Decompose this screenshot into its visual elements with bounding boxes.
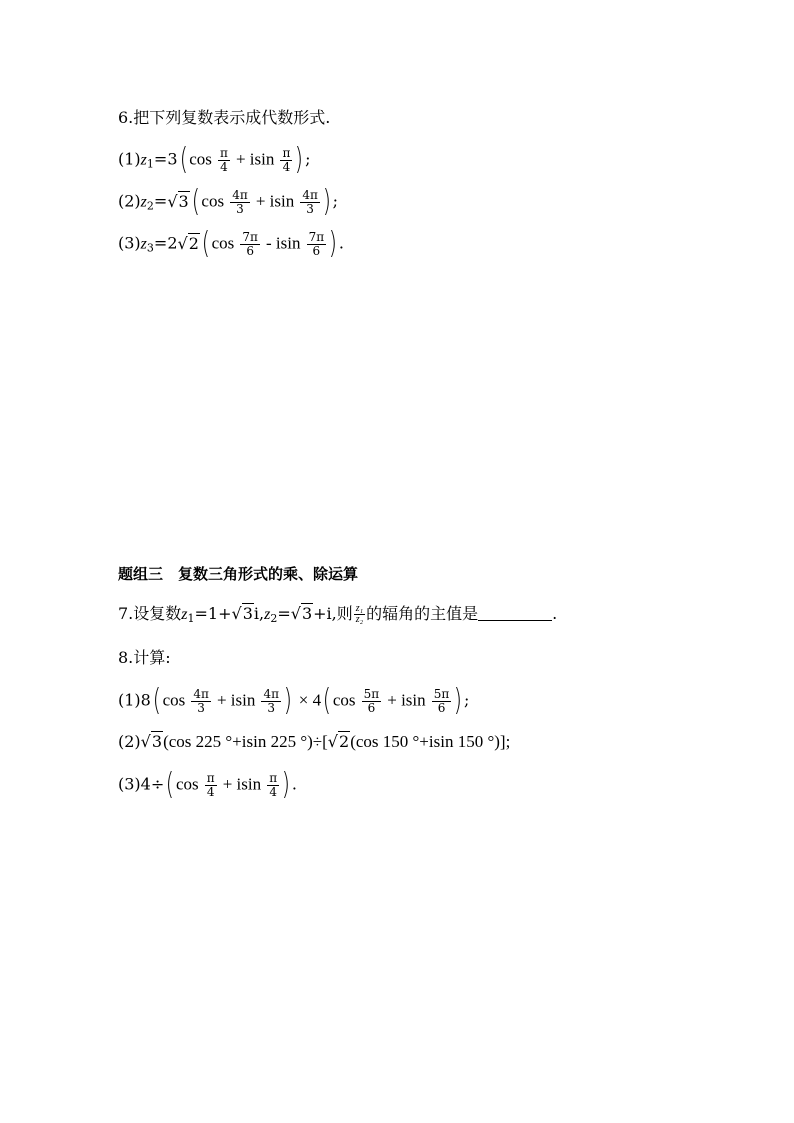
var: z (140, 235, 147, 253)
var: z (264, 606, 271, 623)
section-heading-text: 题组三 复数三角形式的乘、除运算 (118, 565, 359, 583)
radicand: 3 (178, 191, 189, 211)
q7-question: 的辐角的主值是 (366, 604, 479, 623)
radicand: 3 (151, 732, 163, 751)
imag-unit: i, (253, 604, 265, 623)
radicand: 2 (339, 732, 350, 751)
q8-line1 (118, 683, 470, 718)
right-paren: ) (454, 683, 463, 718)
q7-line (118, 604, 557, 629)
fraction (191, 688, 211, 715)
right-paren: ) (281, 767, 291, 802)
radicand: 3 (301, 604, 313, 623)
numerator: π (282, 145, 291, 160)
denominator: z₂ (355, 614, 364, 625)
end-punct: ; (305, 149, 311, 169)
radical-icon: √ (231, 604, 242, 623)
fraction (362, 688, 382, 715)
numerator: 5π (433, 686, 450, 701)
times-four: × 4 (298, 690, 322, 710)
fraction (240, 231, 260, 258)
q8-line2 (118, 732, 510, 752)
radical-icon: √ (290, 604, 301, 623)
fraction (218, 147, 230, 174)
equals: =2 (153, 233, 178, 253)
subscript: 1 (187, 612, 195, 625)
fraction (230, 189, 250, 216)
cos: cos (201, 191, 225, 211)
q6-line3 (118, 226, 344, 261)
equals: =1+ (194, 604, 232, 623)
var: z (181, 606, 188, 623)
label: (1)8 (118, 690, 151, 710)
radical-icon: √ (140, 732, 151, 751)
section-heading (118, 564, 358, 584)
q7-prefix: 7.设复数 (118, 604, 182, 623)
q6-title (118, 108, 330, 128)
plus-isin: + isin (235, 149, 275, 169)
left-paren: ( (191, 184, 200, 219)
fraction (300, 189, 320, 216)
subscript: 1 (146, 157, 154, 171)
left-paren: ( (201, 226, 210, 261)
subscript: 3 (146, 241, 154, 255)
cos: cos (332, 690, 356, 710)
radical-icon: √ (327, 732, 338, 751)
equals: =3 (153, 149, 178, 169)
q6-title-text: 6.把下列复数表示成代数形式. (118, 108, 331, 127)
fraction (267, 772, 279, 799)
label: (2) (118, 732, 141, 751)
end-punct: . (338, 233, 344, 253)
denominator: 4 (205, 785, 217, 799)
plus-isin: + isin (216, 690, 256, 710)
equals: = (153, 191, 168, 211)
label: (3)4÷ (118, 774, 165, 794)
answer-blank[interactable] (478, 606, 552, 621)
end-punct: . (291, 774, 297, 794)
left-paren: ( (322, 683, 332, 718)
sqrt (167, 192, 189, 212)
q8-line3 (118, 767, 297, 802)
expression-part: (cos 225 °+isin 225 °)÷[ (163, 732, 328, 751)
numerator: π (206, 770, 215, 785)
q7-tail: +i,则 (313, 604, 353, 623)
denominator: 4 (280, 160, 292, 174)
radicand: 3 (242, 604, 253, 623)
denominator: 3 (191, 701, 211, 715)
cos: cos (189, 149, 212, 169)
subscript: 2 (270, 612, 278, 625)
label: (2) (118, 191, 141, 211)
equals: = (277, 604, 291, 623)
numerator: π (219, 145, 228, 160)
sqrt (291, 604, 313, 624)
radicand: 2 (188, 233, 199, 253)
minus-isin: - isin (266, 233, 301, 253)
fraction (261, 688, 281, 715)
cos: cos (162, 690, 186, 710)
numerator: 4π (193, 686, 209, 701)
fraction (280, 147, 292, 174)
q8-title (118, 648, 171, 668)
cos: cos (175, 774, 199, 794)
end-punct: . (552, 604, 558, 623)
q8-title-text: 8.计算: (118, 648, 171, 667)
sqrt (178, 234, 200, 254)
numerator: π (269, 770, 278, 785)
label: (1) (118, 149, 141, 169)
left-paren: ( (179, 142, 188, 177)
numerator: 4π (232, 187, 248, 202)
denominator: 6 (432, 701, 452, 715)
sqrt (232, 604, 254, 624)
plus-isin: + isin (255, 191, 295, 211)
left-paren: ( (152, 683, 161, 718)
end-punct: ; (332, 191, 338, 211)
denominator: 4 (267, 785, 279, 799)
denominator: 3 (230, 202, 250, 216)
denominator: 6 (362, 701, 382, 715)
sqrt (141, 732, 163, 752)
right-paren: ) (283, 683, 292, 718)
right-paren: ) (295, 142, 304, 177)
var: z (140, 151, 147, 169)
numerator: 4π (302, 187, 318, 202)
denominator: 3 (261, 701, 281, 715)
sqrt (328, 732, 350, 752)
label: (3) (118, 233, 141, 253)
fraction (354, 604, 365, 625)
numerator: 4π (263, 686, 279, 701)
denominator: 3 (300, 202, 320, 216)
numerator: z₁ (355, 603, 364, 614)
var: z (140, 193, 147, 211)
subscript: 2 (146, 199, 154, 213)
numerator: 7π (308, 229, 325, 244)
q6-line2 (118, 184, 338, 219)
radical-icon: √ (167, 191, 178, 211)
left-paren: ( (166, 767, 175, 802)
denominator: 6 (307, 244, 327, 258)
denominator: 4 (218, 160, 230, 174)
numerator: 7π (242, 229, 258, 244)
denominator: 6 (240, 244, 260, 258)
expression-part: (cos 150 °+isin 150 °)]; (350, 732, 511, 751)
q6-line1 (118, 142, 311, 177)
right-paren: ) (322, 184, 331, 219)
cos: cos (211, 233, 235, 253)
plus-isin: + isin (387, 690, 426, 710)
radical-icon: √ (177, 233, 188, 253)
end-punct: ; (464, 690, 470, 710)
right-paren: ) (328, 226, 338, 261)
numerator: 5π (363, 686, 380, 701)
plus-isin: + isin (222, 774, 262, 794)
fraction (432, 688, 452, 715)
fraction (205, 772, 217, 799)
fraction (307, 231, 327, 258)
